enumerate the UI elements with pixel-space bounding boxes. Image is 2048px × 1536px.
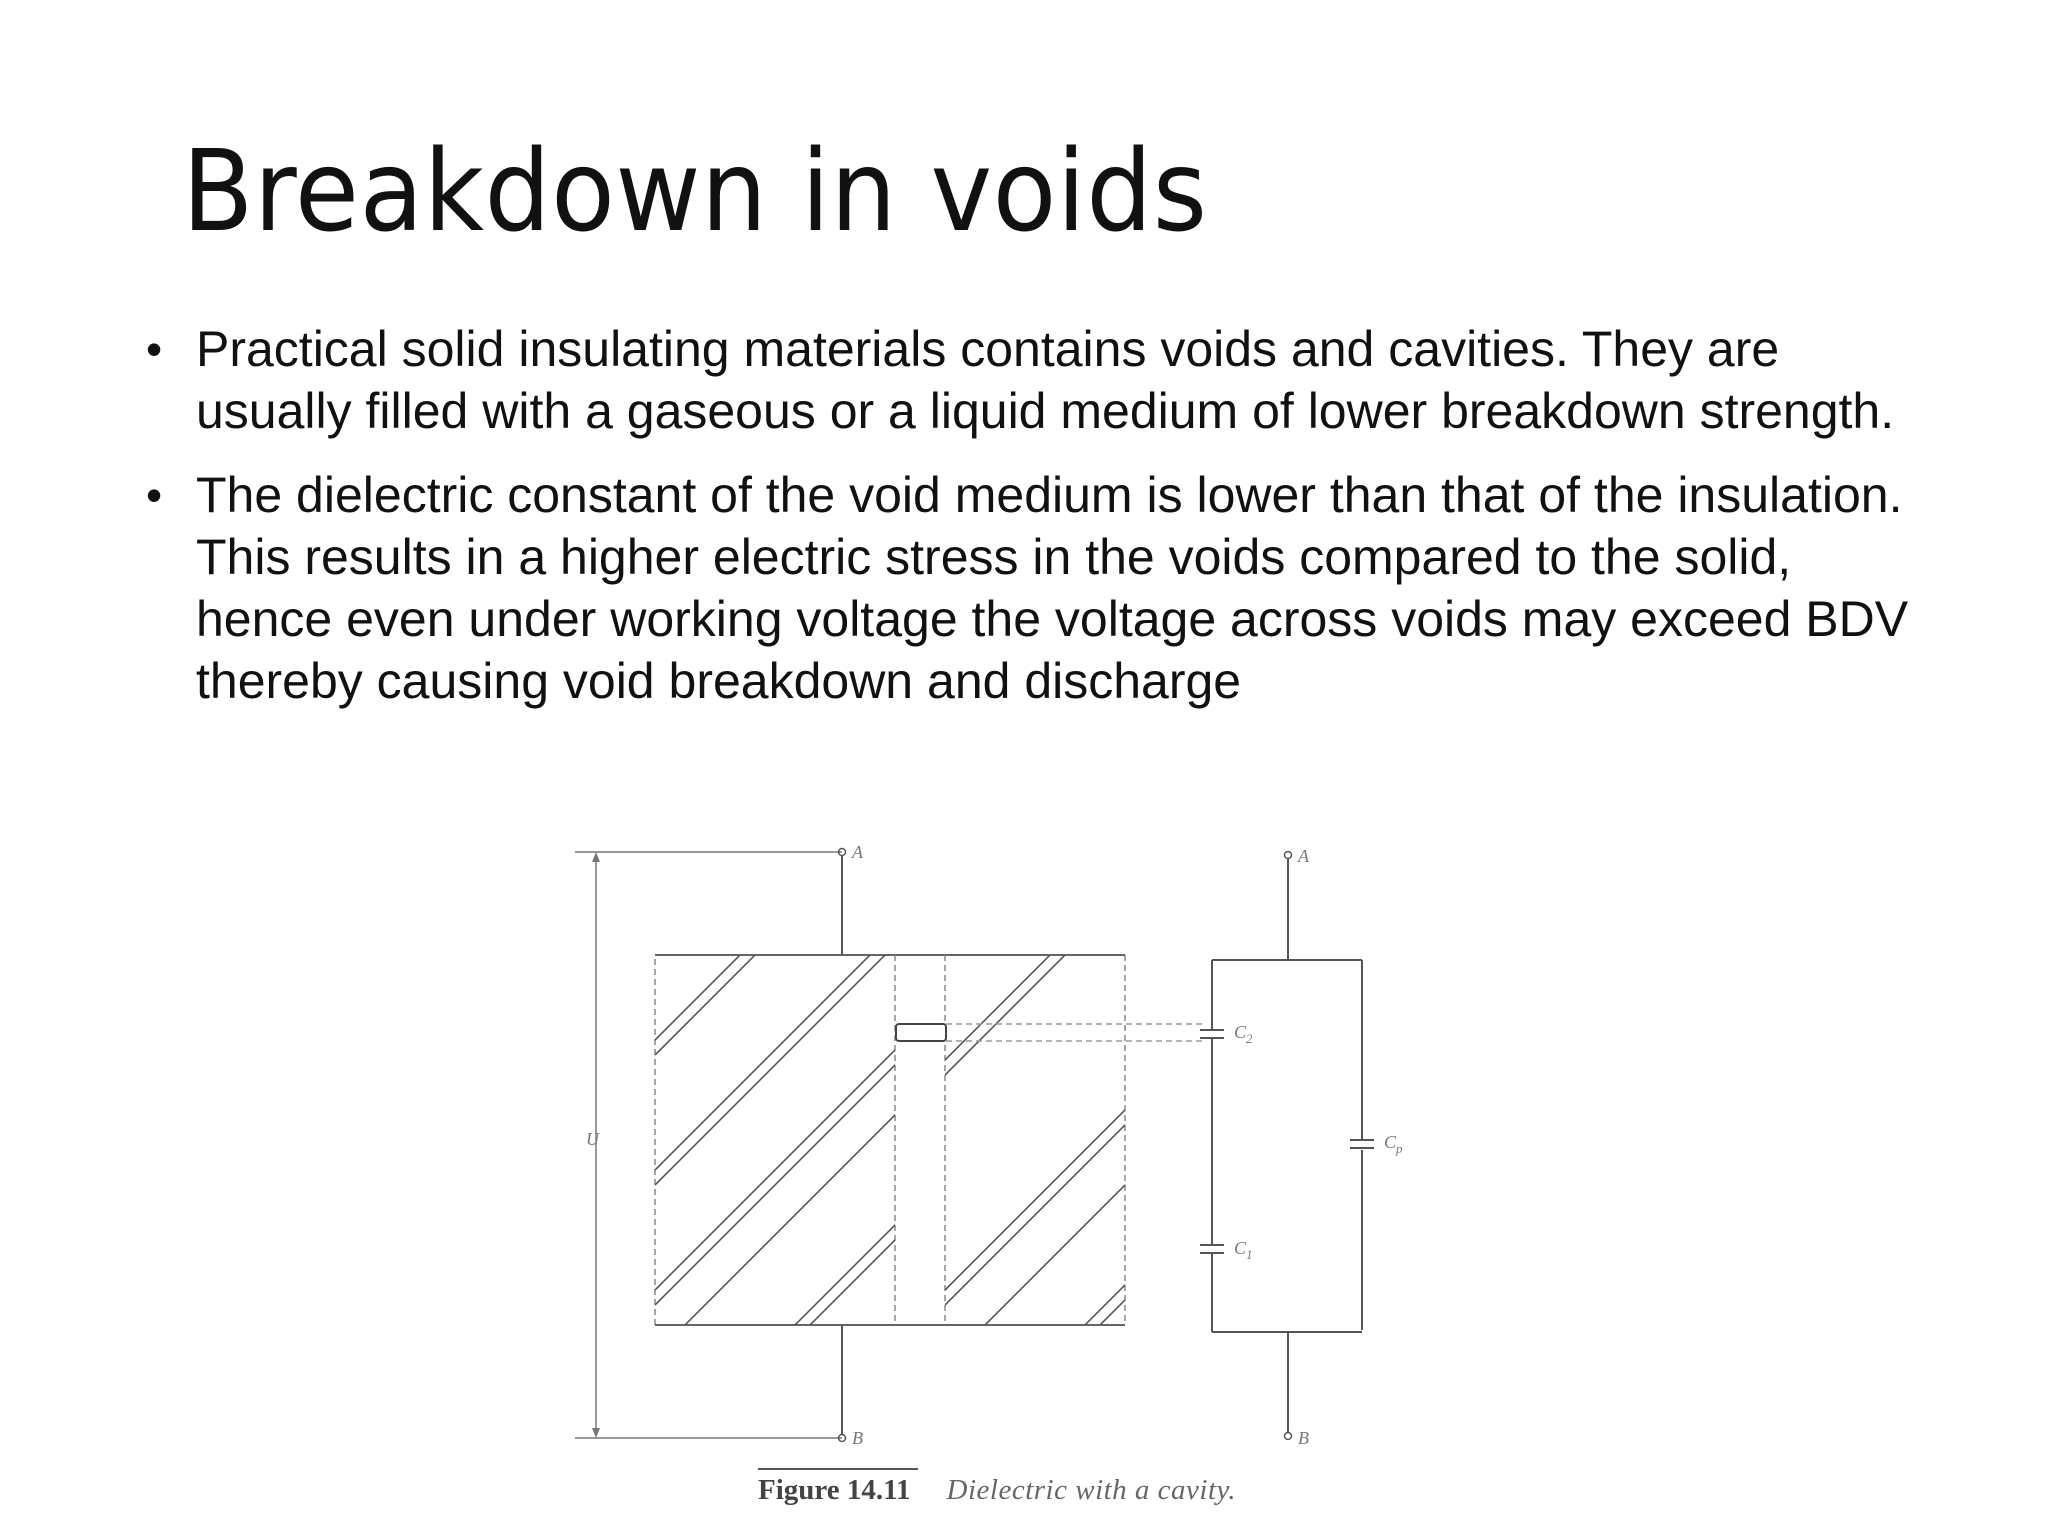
dielectric-block [655, 955, 1125, 1325]
circuit-terminal-b-icon [1285, 1433, 1292, 1440]
figure-caption [758, 1474, 1236, 1507]
capacitor-c1-icon [1200, 1245, 1224, 1253]
bullet-dot-icon: • [146, 469, 163, 521]
capacitor-cp-icon [1350, 1140, 1374, 1148]
u-arrow-up-icon [592, 852, 600, 862]
label-c1: $C_1$ [1234, 1238, 1253, 1262]
cavity [896, 1024, 946, 1041]
u-arrow-down-icon [592, 1428, 600, 1438]
caption-number: Figure 14.11 [758, 1474, 911, 1506]
bullet-text: The dielectric constant of the void medium is lower than that of the insulation. This results in a higher electric stress in the voids compared to the solid, hence even under working voltage the voltage across voids may exceed BDV thereby causing void breakdown and discharge [196, 467, 1909, 709]
caption-text: Dielectric with a cavity. [946, 1474, 1237, 1506]
label-cp: $C_p$ [1384, 1132, 1403, 1156]
bullet-text: Practical solid insulating materials contains voids and cavities. They are usually filled with a gaseous or a liquid medium of lower breakdown strength. [196, 321, 1895, 439]
label-b-left: B [852, 1428, 863, 1448]
circuit-terminal-a-icon [1285, 852, 1292, 859]
bullet-list [140, 318, 1940, 734]
dielectric-cavity-figure [560, 830, 1460, 1530]
label-a-left: A [852, 842, 863, 862]
bullet-item [140, 318, 1940, 442]
capacitor-c2-icon [1200, 1030, 1224, 1038]
bullet-dot-icon: • [146, 323, 163, 375]
hatching-right [945, 945, 1150, 1330]
label-a-right: A [1298, 846, 1309, 866]
label-c2: $C_2$ [1234, 1022, 1253, 1046]
label-b-right: B [1298, 1428, 1309, 1448]
slide-title: Breakdown in voids [182, 127, 1208, 257]
caption-rule [758, 1468, 918, 1470]
label-u: U [586, 1129, 599, 1149]
hatching-left [655, 945, 1185, 1330]
bullet-item [140, 464, 1940, 712]
